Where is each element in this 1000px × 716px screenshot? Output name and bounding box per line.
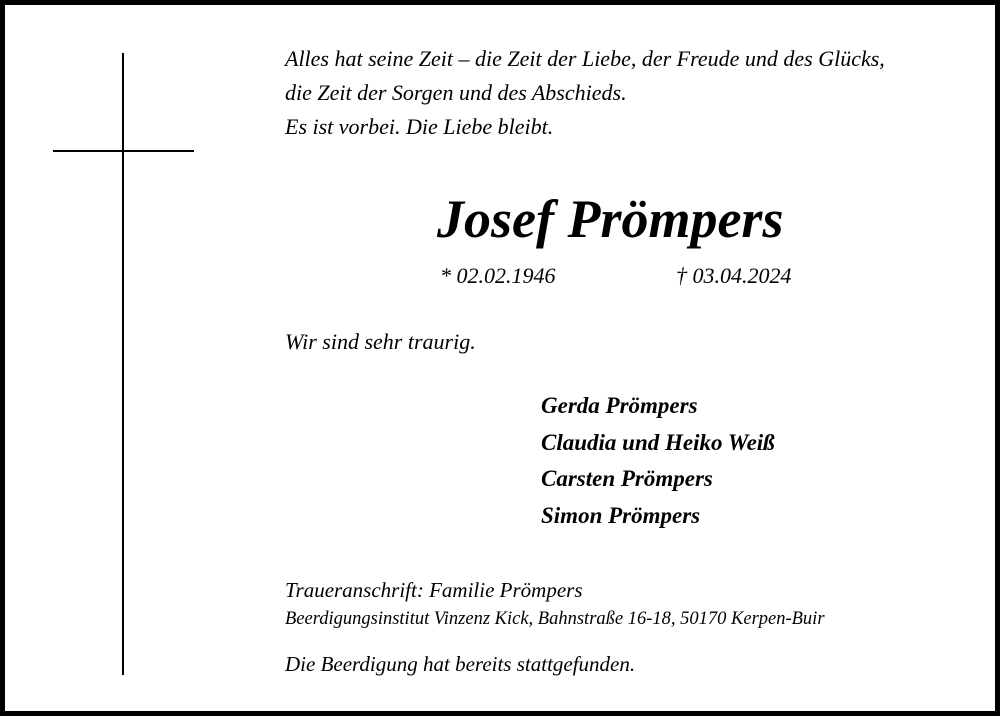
- verse-line: Es ist vorbei. Die Liebe bleibt.: [285, 114, 554, 139]
- cross-horizontal-beam: [53, 150, 194, 152]
- cross-vertical-beam: [122, 53, 124, 675]
- death-date: † 03.04.2024: [676, 263, 792, 288]
- memorial-verse: [285, 42, 885, 144]
- funeral-home-address: Beerdigungsinstitut Vinzenz Kick, Bahnstraße 16-18, 50170 Kerpen-Buir: [285, 609, 825, 629]
- mourning-address: Traueranschrift: Familie Prömpers: [285, 578, 583, 602]
- funeral-note: Die Beerdigung hat bereits stattgefunden.: [285, 652, 636, 676]
- mourner-name: Carsten Prömpers: [541, 466, 713, 491]
- verse-line: Alles hat seine Zeit – die Zeit der Liebe, der Freude und des Glücks,: [285, 46, 885, 71]
- verse-line: die Zeit der Sorgen und des Abschieds.: [285, 80, 627, 105]
- birth-date: * 02.02.1946: [440, 263, 556, 288]
- mourners-list: [541, 388, 775, 534]
- sorrow-statement: Wir sind sehr traurig.: [285, 329, 476, 354]
- mourner-name: Gerda Prömpers: [541, 393, 698, 418]
- mourner-name: Claudia und Heiko Weiß: [541, 429, 775, 455]
- mourner-name: Simon Prömpers: [541, 502, 701, 528]
- deceased-name: Josef Prömpers: [437, 189, 784, 249]
